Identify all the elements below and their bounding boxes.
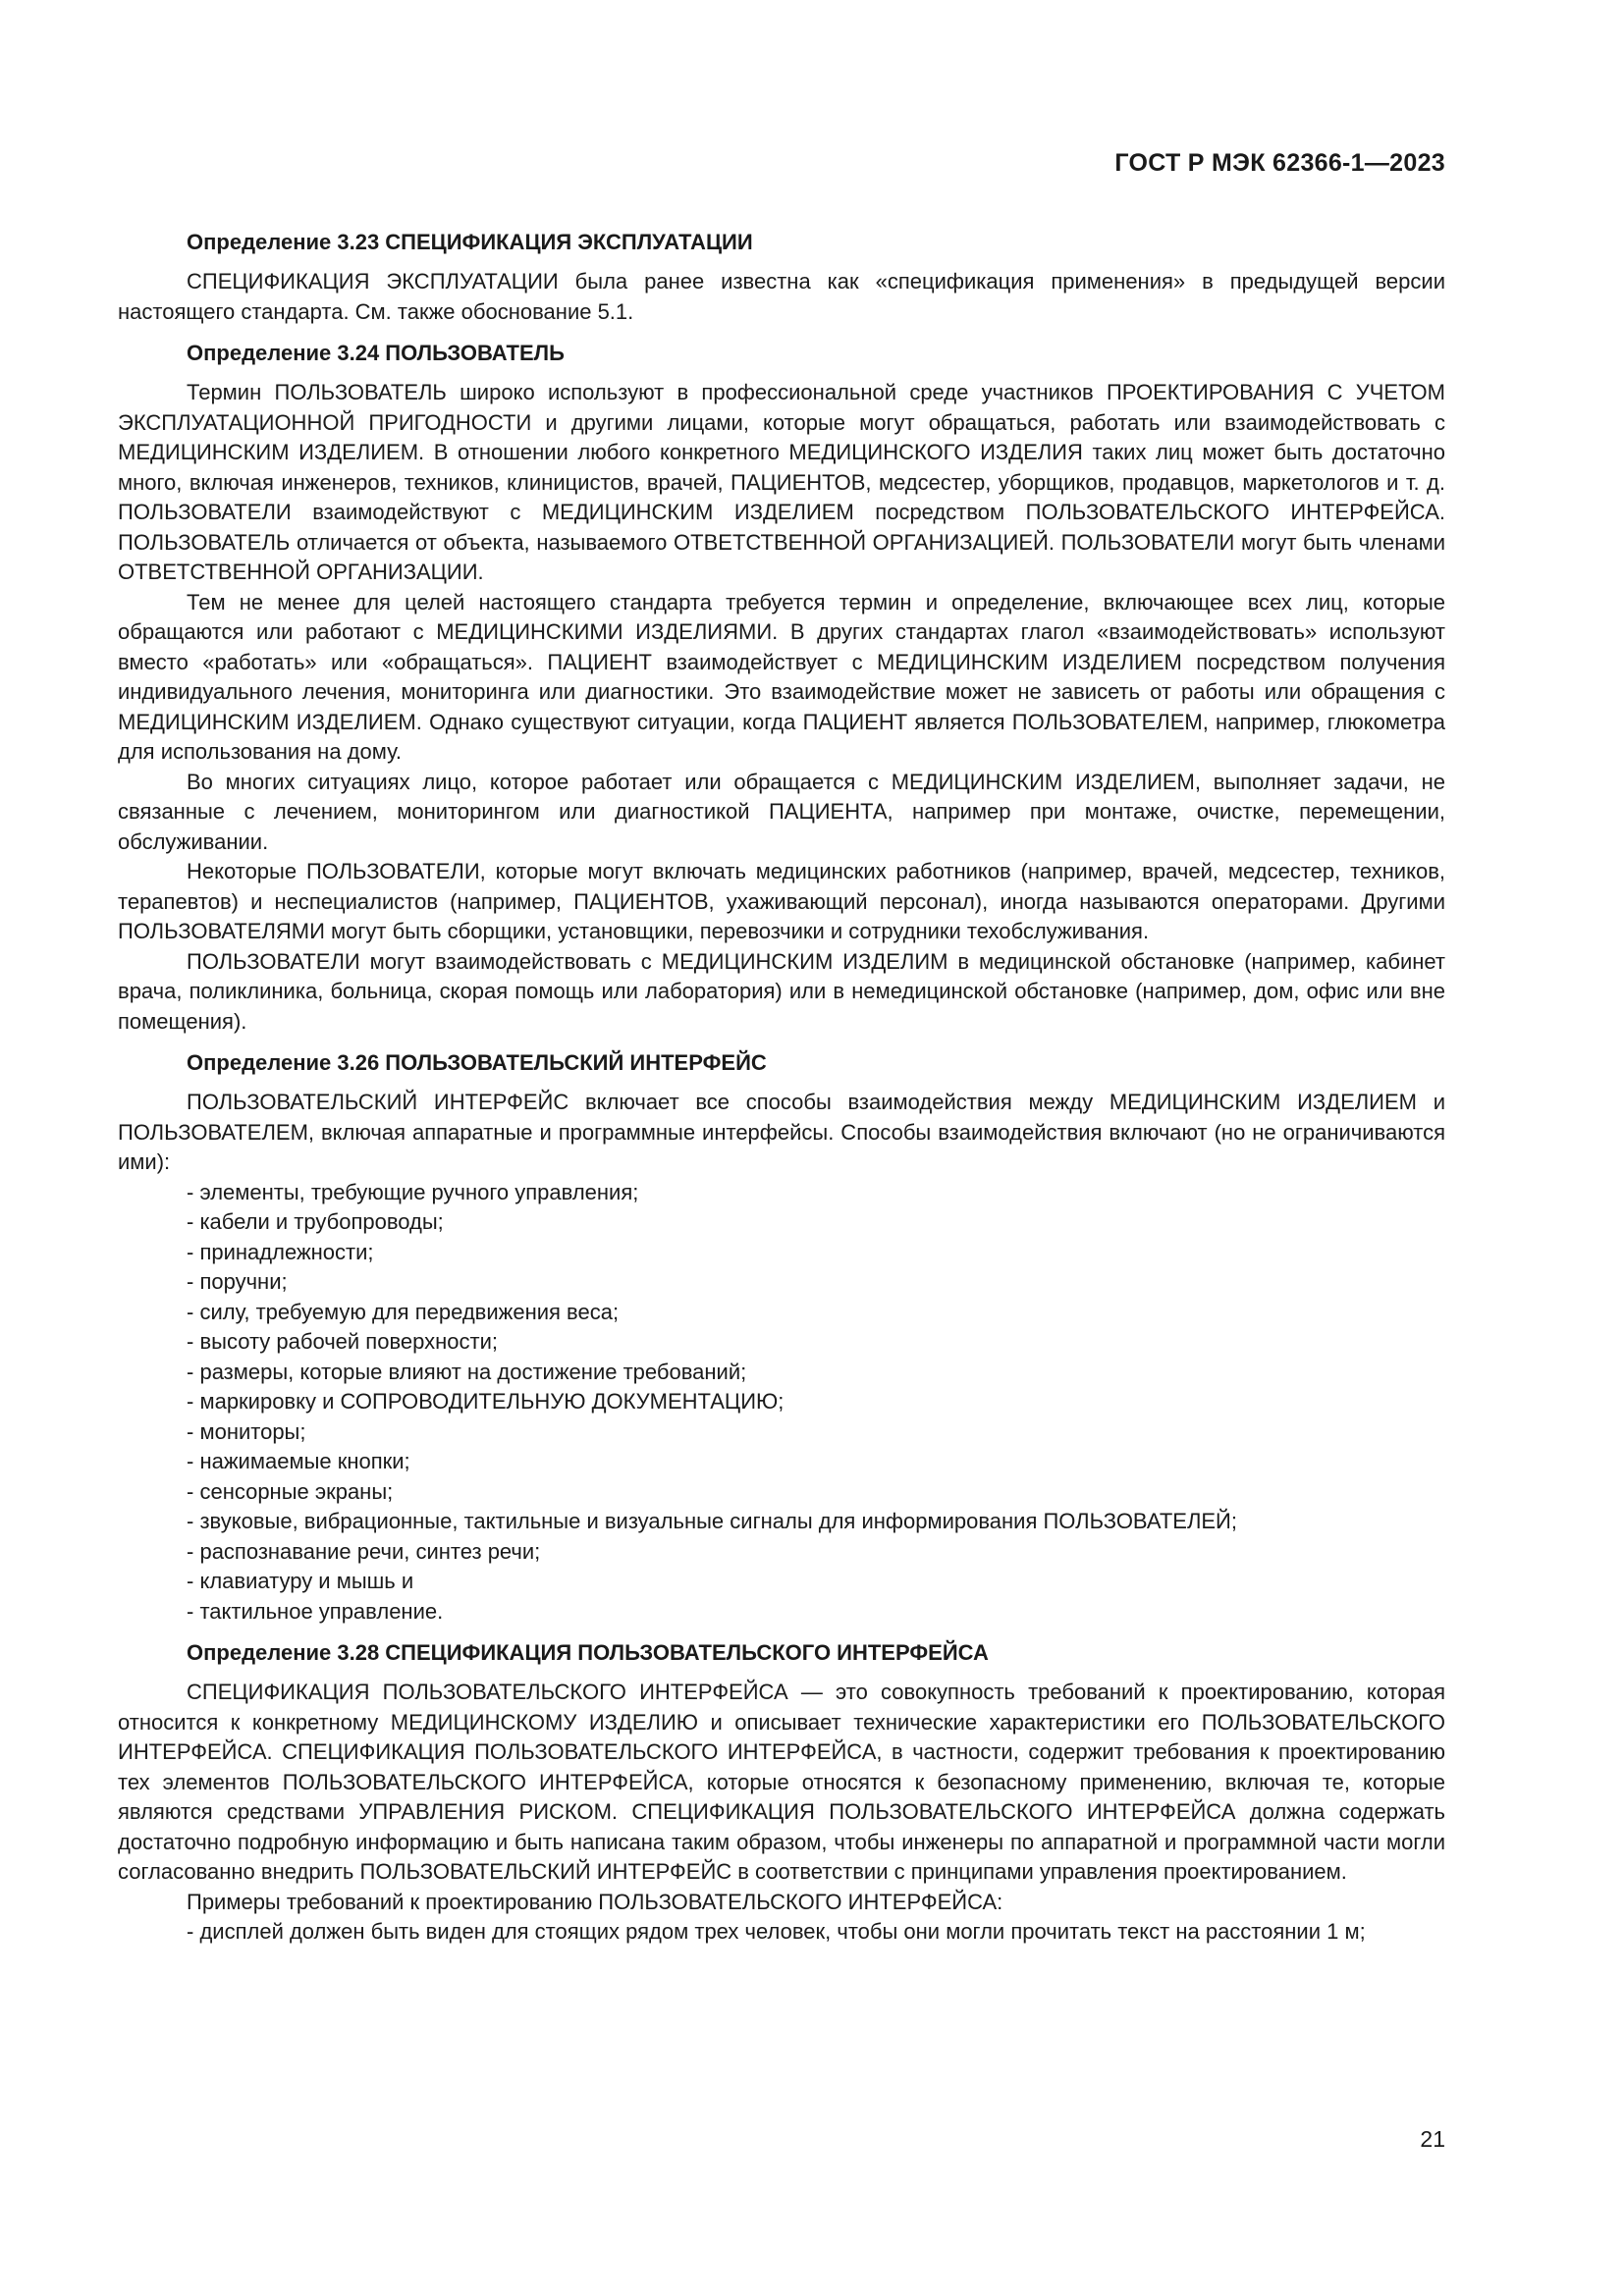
paragraph: ПОЛЬЗОВАТЕЛИ могут взаимодействовать с МЕДИЦИНСКИМ ИЗДЕЛИМ в медицинской обстановке (например, кабинет врача, поликлиника, больница, скорая помощь или лаборатория) или в немедицинской обстановке (например, дом, офис или вне помещения).	[118, 948, 1445, 1034]
list-item: - кабели и трубопроводы;	[118, 1207, 1445, 1238]
list-item: - маркировку и СОПРОВОДИТЕЛЬНУЮ ДОКУМЕНТАЦИЮ;	[118, 1387, 1445, 1417]
paragraph: СПЕЦИФИКАЦИЯ ЭКСПЛУАТАЦИИ была ранее известна как «спецификация применения» в предыдущей версии настоящего стандарта. См. также обоснование 5.1.	[118, 269, 1445, 324]
section-heading-3-23: Определение 3.23 СПЕЦИФИКАЦИЯ ЭКСПЛУАТАЦИИ	[187, 230, 753, 254]
list-item: - принадлежности;	[118, 1238, 1445, 1268]
paragraph: Тем не менее для целей настоящего стандарта требуется термин и определение, включающее всех лиц, которые обращаются или работают с МЕДИЦИНСКИМИ ИЗДЕЛИЯМИ. В других стандартах глагол «взаимодействовать» используют вместо «работать» или «обращаться». ПАЦИЕНТ взаимодействует с МЕДИЦИНСКИМ ИЗДЕЛИЕМ посредством получения индивидуального лечения, мониторинга или диагностики. Это взаимодействие может не зависеть от работы или обращения с МЕДИЦИНСКИМ ИЗДЕЛИЕМ. Однако существуют ситуации, когда ПАЦИЕНТ является ПОЛЬЗОВАТЕЛЕМ, например, глюкометра для использования на дому.	[118, 589, 1445, 764]
paragraph: СПЕЦИФИКАЦИЯ ПОЛЬЗОВАТЕЛЬСКОГО ИНТЕРФЕЙСА — это совокупность требований к проектированию, которая относится к конкретному МЕДИЦИНСКОМУ ИЗДЕЛИЮ и описывает технические характеристики его ПОЛЬЗОВАТЕЛЬСКОГО ИНТЕРФЕЙСА. СПЕЦИФИКАЦИЯ ПОЛЬЗОВАТЕЛЬСКОГО ИНТЕРФЕЙСА, в частности, содержит требования к проектированию тех элементов ПОЛЬЗОВАТЕЛЬСКОГО ИНТЕРФЕЙСА, которые относятся к безопасному применению, включая те, которые являются средствами УПРАВЛЕНИЯ РИСКОМ. СПЕЦИФИКАЦИЯ ПОЛЬЗОВАТЕЛЬСКОГО ИНТЕРФЕЙСА должна содержать достаточно подробную информацию и быть написана таким образом, чтобы инженеры по аппаратной и программной части могли согласованно внедрить ПОЛЬЗОВАТЕЛЬСКИЙ ИНТЕРФЕЙС в соответствии с принципами управления проектированием.	[118, 1680, 1445, 1884]
paragraph: Во многих ситуациях лицо, которое работает или обращается с МЕДИЦИНСКИМ ИЗДЕЛИЕМ, выполняет задачи, не связанные с лечением, мониторингом или диагностикой ПАЦИЕНТА, например при монтаже, очистке, перемещении, обслуживании.	[118, 769, 1445, 854]
paragraph: ПОЛЬЗОВАТЕЛЬСКИЙ ИНТЕРФЕЙС включает все способы взаимодействия между МЕДИЦИНСКИМ ИЗДЕЛИЕМ и ПОЛЬЗОВАТЕЛЕМ, включая аппаратные и программные интерфейсы. Способы взаимодействия включают (но не ограничиваются ими):	[118, 1090, 1445, 1174]
section-heading-3-24: Определение 3.24 ПОЛЬЗОВАТЕЛЬ	[187, 341, 565, 365]
list-item: - распознавание речи, синтез речи;	[118, 1537, 1445, 1568]
list-item: - мониторы;	[118, 1417, 1445, 1448]
document-body	[118, 228, 1445, 1948]
document-code: ГОСТ Р МЭК 62366-1—2023	[1114, 149, 1445, 177]
list-item: - размеры, которые влияют на достижение требований;	[118, 1358, 1445, 1388]
list-item: - высоту рабочей поверхности;	[118, 1327, 1445, 1358]
list-item: - тактильное управление.	[118, 1597, 1445, 1628]
list-item: - клавиатуру и мышь и	[118, 1567, 1445, 1597]
list-item: - дисплей должен быть виден для стоящих рядом трех человек, чтобы они могли прочитать текст на расстоянии 1 м;	[118, 1917, 1445, 1948]
paragraph: Примеры требований к проектированию ПОЛЬЗОВАТЕЛЬСКОГО ИНТЕРФЕЙСА:	[187, 1889, 1003, 1914]
list-item: - звуковые, вибрационные, тактильные и визуальные сигналы для информирования ПОЛЬЗОВАТЕЛЕЙ;	[118, 1507, 1445, 1537]
list-item: - нажимаемые кнопки;	[118, 1447, 1445, 1477]
paragraph: Некоторые ПОЛЬЗОВАТЕЛИ, которые могут включать медицинских работников (например, врачей, медсестер, техников, терапевтов) и неспециалистов (например, ПАЦИЕНТОВ, ухаживающий персонал), иногда называются операторами. Другими ПОЛЬЗОВАТЕЛЯМИ могут быть сборщики, установщики, перевозчики и сотрудники техобслуживания.	[118, 859, 1445, 943]
list-item: - элементы, требующие ручного управления;	[118, 1178, 1445, 1208]
section-heading-3-26: Определение 3.26 ПОЛЬЗОВАТЕЛЬСКИЙ ИНТЕРФЕЙС	[187, 1050, 767, 1075]
list-item: - силу, требуемую для передвижения веса;	[118, 1298, 1445, 1328]
interaction-means-list	[118, 1178, 1445, 1628]
page-number: 21	[1420, 2126, 1445, 2152]
list-item: - сенсорные экраны;	[118, 1477, 1445, 1508]
section-heading-3-28: Определение 3.28 СПЕЦИФИКАЦИЯ ПОЛЬЗОВАТЕЛЬСКОГО ИНТЕРФЕЙСА	[187, 1640, 989, 1665]
list-item: - поручни;	[118, 1267, 1445, 1298]
paragraph: Термин ПОЛЬЗОВАТЕЛЬ широко используют в профессиональной среде участников ПРОЕКТИРОВАНИЯ С УЧЕТОМ ЭКСПЛУАТАЦИОННОЙ ПРИГОДНОСТИ и другими лицами, которые могут обращаться, работать или взаимодействовать с МЕДИЦИНСКИМ ИЗДЕЛИЕМ. В отношении любого конкретного МЕДИЦИНСКОГО ИЗДЕЛИЯ таких лиц может быть достаточно много, включая инженеров, техников, клиницистов, врачей, ПАЦИЕНТОВ, медсестер, уборщиков, продавцов, маркетологов и т. д. ПОЛЬЗОВАТЕЛИ взаимодействуют с МЕДИЦИНСКИМ ИЗДЕЛИЕМ посредством ПОЛЬЗОВАТЕЛЬСКОГО ИНТЕРФЕЙСА. ПОЛЬЗОВАТЕЛЬ отличается от объекта, называемого ОТВЕТСТВЕННОЙ ОРГАНИЗАЦИЕЙ. ПОЛЬЗОВАТЕЛИ могут быть членами ОТВЕТСТВЕННОЙ ОРГАНИЗАЦИИ.	[118, 380, 1445, 584]
